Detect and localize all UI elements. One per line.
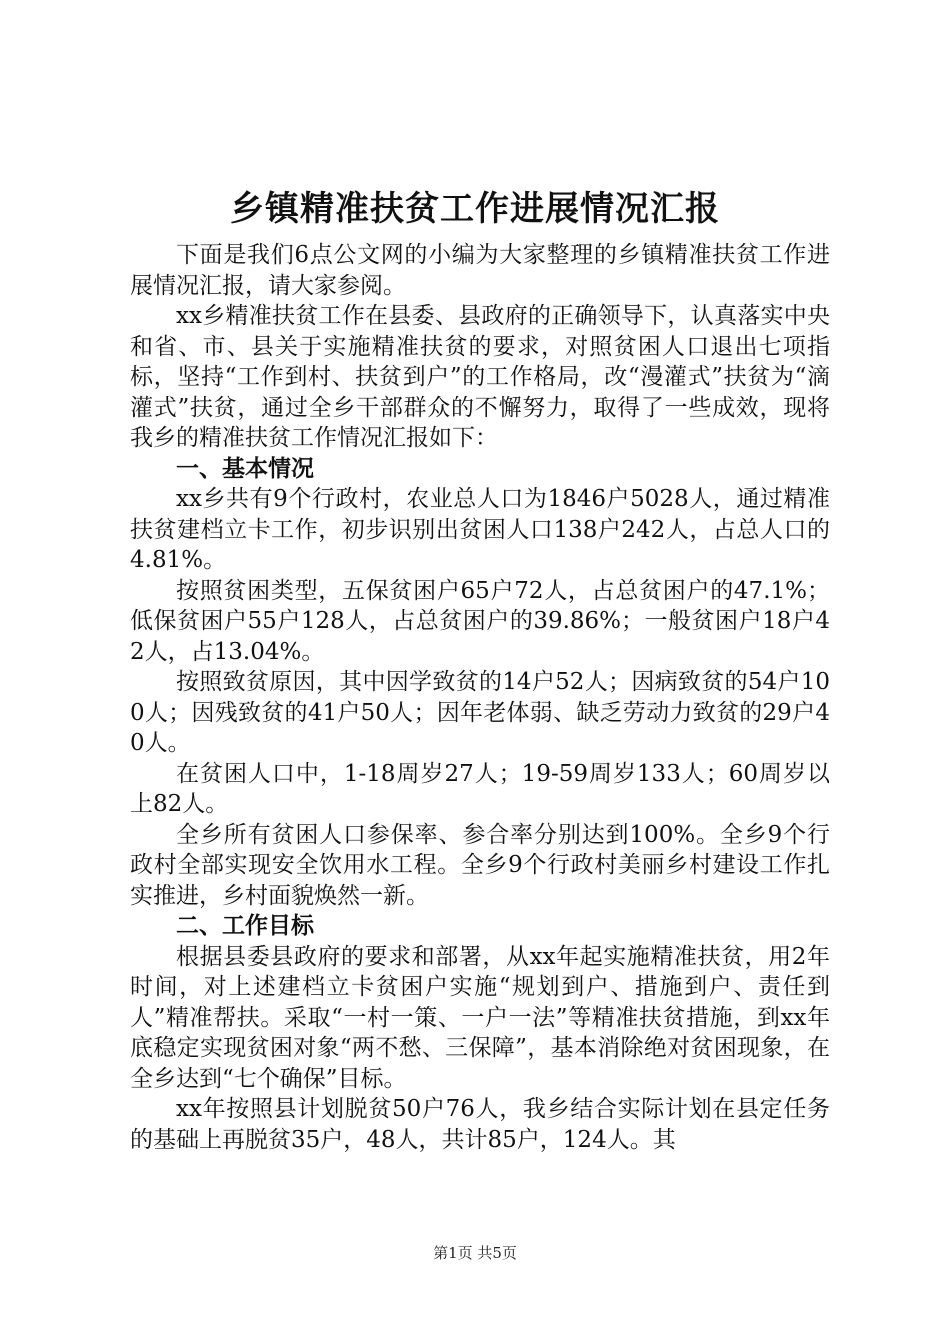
section1-paragraph: 按照致贫原因，其中因学致贫的14户52人；因病致贫的54户100人；因残致贫的41户50人；因年老体弱、缺乏劳动力致贫的29户40人。: [130, 669, 830, 756]
section2-paragraph: 根据县委县政府的要求和部署，从xx年起实施精准扶贫，用2年时间，对上述建档立卡贫困户实施“规划到户、措施到户、责任到人”精准帮扶。采取“一村一策、一户一法”等精准扶贫措施，到xx年底稳定实现贫困对象“两不愁、三保障”，基本消除绝对贫困现象，在全乡达到“七个确保”目标。: [130, 943, 830, 1092]
section1-paragraph: 全乡所有贫困人口参保率、参合率分别达到100%。全乡9个行政村全部实现安全饮用水工程。全乡9个行政村美丽乡村建设工作扎实推进，乡村面貌焕然一新。: [130, 821, 830, 909]
section-heading-work-goals: 二、工作目标: [176, 912, 314, 939]
intro-paragraph: 下面是我们6点公文网的小编为大家整理的乡镇精准扶贫工作进展情况汇报，请大家参阅。: [130, 242, 830, 299]
document-title: 乡镇精准扶贫工作进展情况汇报: [230, 189, 720, 229]
section1-paragraph: 按照贫困类型，五保贫困户65户72人，占总贫困户的47.1%；低保贫困户55户128人，占总贫困户的39.86%；一般贫困户18户42人，占13.04%。: [130, 577, 830, 665]
section-heading-basic-situation: 一、基本情况: [176, 454, 314, 482]
page-footer: 第1页 共5页: [433, 1244, 517, 1262]
overview-paragraph: xx乡精准扶贫工作在县委、县政府的正确领导下，认真落实中央和省、市、县关于实施精准扶贫的要求，对照贫困人口退出七项指标，坚持“工作到村、扶贫到户”的工作格局，改“漫灌式”扶贫为“滴灌式”扶贫，通过全乡干部群众的不懈努力，取得了一些成效，现将我乡的精准扶贫工作情况汇报如下：: [130, 303, 830, 451]
section1-paragraph: 在贫困人口中，1-18周岁27人；19-59周岁133人；60周岁以上82人。: [130, 760, 830, 817]
section2-paragraph: xx年按照县计划脱贫50户76人，我乡结合实际计划在县定任务的基础上再脱贫35户，48人，共计85户，124人。其: [130, 1096, 830, 1153]
section1-paragraph: xx乡共有9个行政村，农业总人口为1846户5028人，通过精准扶贫建档立卡工作，初步识别出贫困人口138户242人，占总人口的4.81%。: [130, 486, 830, 573]
document-body: [130, 240, 830, 1155]
